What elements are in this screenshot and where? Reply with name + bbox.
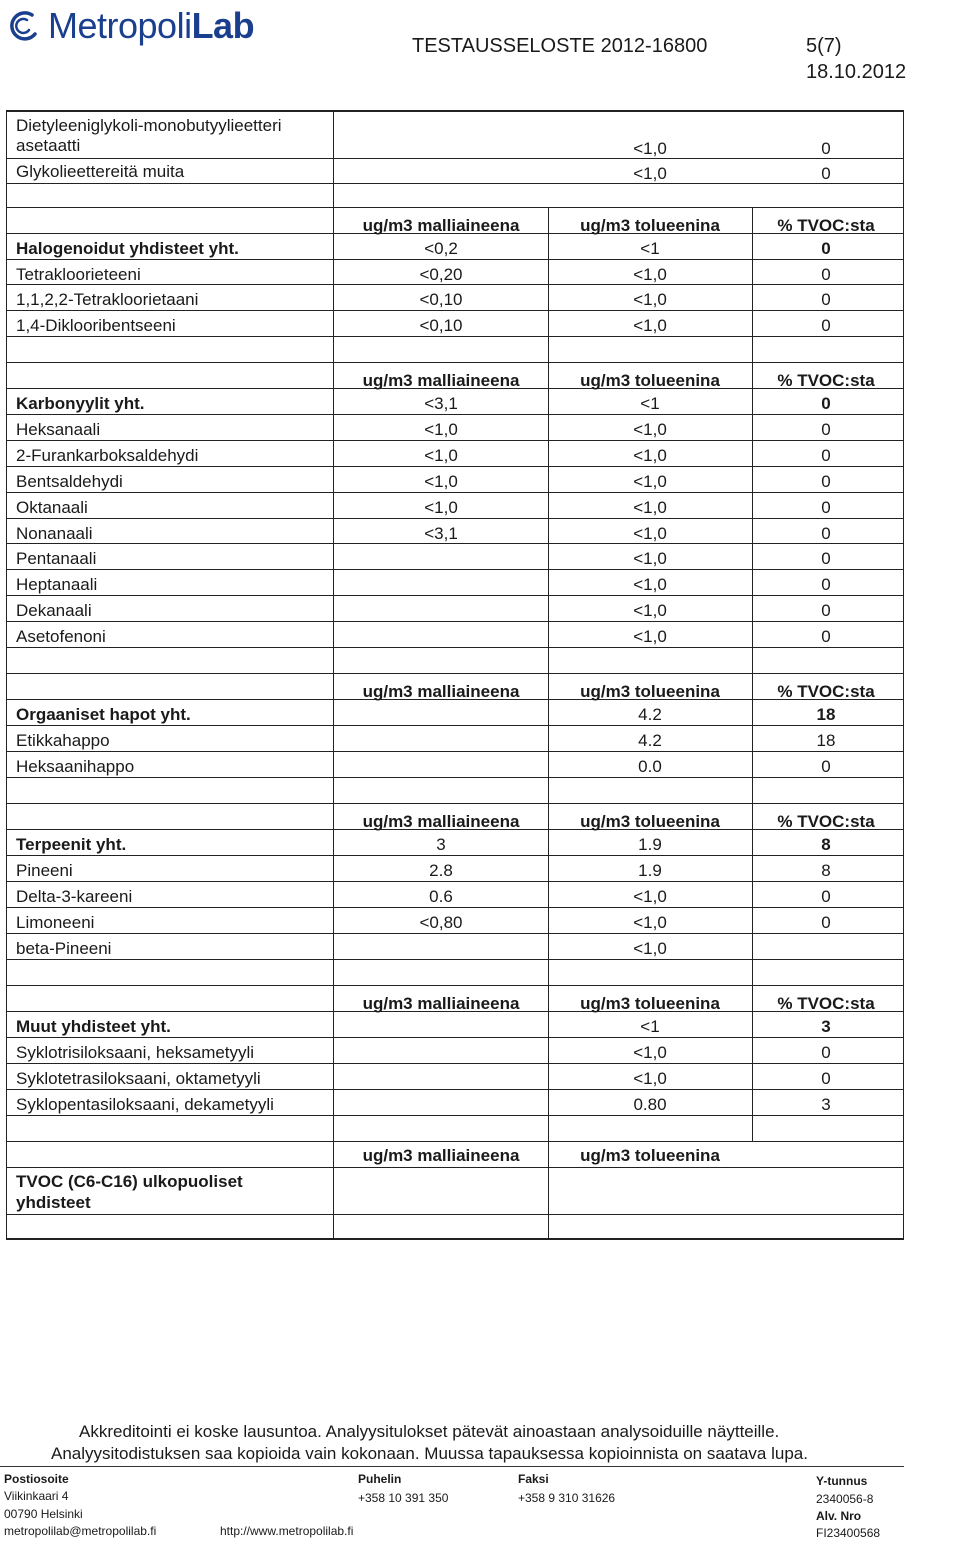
row-value-percent: 0 [821,498,831,517]
logo-text-plain: Metropoli [48,5,192,46]
email-link[interactable]: metropolilab@metropolilab.fi [4,1524,157,1538]
row-value-toluene: <1,0 [633,265,667,284]
row-name: beta-Pineeni [16,939,112,958]
postal-label: Postiosoite [4,1472,69,1486]
row-value-percent: 0 [821,164,831,183]
row-value-percent: 0 [821,316,831,335]
page-number: 5(7) [806,35,842,57]
website-link[interactable]: http://www.metropolilab.fi [220,1524,354,1538]
row-name: Bentsaldehydi [16,472,123,491]
row-name: Pineeni [16,861,73,880]
row-value-percent: 0 [821,887,831,906]
total-value-toluene: 4.2 [638,705,662,724]
row-value-percent: 0 [821,1043,831,1062]
row-value-model: <1,0 [424,446,458,465]
section-total-name: Terpeenit yht. [16,835,127,854]
column-header-percent: % TVOC:sta [777,812,875,831]
row-value-toluene: <1,0 [633,164,667,183]
row-value-percent: 0 [821,446,831,465]
total-value-percent: 8 [821,835,831,854]
row-name: Etikkahappo [16,731,110,750]
footer-divider [0,1466,904,1467]
total-value-percent: 18 [816,705,836,724]
row-name: Dietyleeniglykoli-monobutyylieetteri [16,116,282,135]
section-total-name: Orgaaniset hapot yht. [16,705,191,724]
column-header-model: ug/m3 malliaineena [362,682,520,701]
total-value-toluene: <1 [640,1017,660,1036]
row-value-toluene: <1,0 [633,627,667,646]
row-value-toluene: <1,0 [633,290,667,309]
column-header-model: ug/m3 malliaineena [362,994,520,1013]
row-value-percent: 0 [821,472,831,491]
row-value-percent: 0 [821,757,831,776]
row-name: Asetofenoni [16,627,106,646]
fax-number: +358 9 310 31626 [518,1491,616,1505]
row-value-toluene: <1,0 [633,472,667,491]
total-value-model: <3,1 [424,394,458,413]
row-value-percent: 0 [821,627,831,646]
row-value-model: <0,20 [419,265,463,284]
row-value-toluene: <1,0 [633,939,667,958]
logo-text-bold: Lab [191,5,255,46]
row-name: Nonanaali [16,524,93,543]
row-value-model: 2.8 [429,861,453,880]
row-name: Syklotetrasiloksaani, oktametyyli [16,1069,261,1088]
row-value-toluene: <1,0 [633,316,667,335]
total-value-percent: 3 [821,1017,831,1036]
row-value-toluene: <1,0 [633,575,667,594]
row-value-toluene: <1,0 [633,913,667,932]
row-value-model: 0.6 [429,887,453,906]
column-header-toluene: ug/m3 tolueenina [580,812,720,831]
row-value-model: <0,80 [419,913,463,932]
alv-label: Alv. Nro [816,1509,862,1523]
row-value-toluene: 4.2 [638,731,662,750]
total-value-toluene: <1 [640,394,660,413]
column-header-percent: % TVOC:sta [777,216,875,235]
ytunnus-value: 2340056-8 [816,1492,874,1506]
row-value-toluene: <1,0 [633,524,667,543]
phone-label: Puhelin [358,1472,402,1486]
column-header-toluene: ug/m3 tolueenina [580,371,720,390]
row-name-continued: asetaatti [16,136,81,155]
row-name: Glykolieettereitä muita [16,162,185,181]
row-value-percent: 0 [821,575,831,594]
row-name: Tetrakloorieteeni [16,265,141,284]
row-name: Syklopentasiloksaani, dekametyyli [16,1095,274,1114]
row-name: Heptanaali [16,575,98,594]
row-value-percent: 8 [821,861,831,880]
ytunnus-label: Y-tunnus [816,1474,868,1488]
row-value-toluene: <1,0 [633,1043,667,1062]
row-name: 1,4-Diklooribentseeni [16,316,176,335]
row-value-model: <1,0 [424,472,458,491]
row-name: Delta-3-kareeni [16,887,133,906]
row-value-percent: 0 [821,524,831,543]
total-value-toluene: <1 [640,239,660,258]
row-name: Limoneeni [16,913,95,932]
row-value-toluene: <1,0 [633,420,667,439]
total-value-model: 3 [436,835,446,854]
section-total-name: Muut yhdisteet yht. [16,1017,171,1036]
alv-value: FI23400568 [816,1526,881,1540]
row-name: Heksaanihappo [16,757,135,776]
row-name: Pentanaali [16,549,97,568]
row-value-model: <0,10 [419,316,463,335]
column-header-toluene: ug/m3 tolueenina [580,1146,720,1165]
row-value-percent: 0 [821,139,831,158]
row-name: Dekanaali [16,601,92,620]
row-name: Syklotrisiloksaani, heksametyyli [16,1043,255,1062]
section-total-name: Karbonyylit yht. [16,394,145,413]
row-value-toluene: 1.9 [638,861,662,880]
report-title: TESTAUSSELOSTE 2012-16800 [412,35,708,57]
row-name: Heksanaali [16,420,101,439]
row-value-toluene: <1,0 [633,139,667,158]
tvoc-name-continued: yhdisteet [16,1193,91,1212]
row-value-model: <1,0 [424,420,458,439]
row-value-percent: 0 [821,549,831,568]
accreditation-note: Akkreditointi ei koske lausuntoa. Analyysitulokset pätevät ainoastaan analysoiduille näytteille. [79,1422,780,1441]
phone-number: +358 10 391 350 [358,1491,449,1505]
postal-street: Viikinkaari 4 [4,1489,69,1503]
row-name: Oktanaali [16,498,88,517]
column-header-percent: % TVOC:sta [777,682,875,701]
row-value-model: <0,10 [419,290,463,309]
row-value-model: <3,1 [424,524,458,543]
row-value-percent: 0 [821,601,831,620]
row-name: 1,1,2,2-Tetrakloorietaani [16,290,199,309]
row-value-percent: 0 [821,290,831,309]
total-value-percent: 0 [821,239,831,258]
row-value-percent: 18 [816,731,836,750]
row-value-toluene: <1,0 [633,549,667,568]
row-value-percent: 0 [821,420,831,439]
column-header-toluene: ug/m3 tolueenina [580,682,720,701]
column-header-percent: % TVOC:sta [777,371,875,390]
row-value-toluene: 0.0 [638,757,662,776]
total-value-percent: 0 [821,394,831,413]
row-value-percent: 0 [821,265,831,284]
row-value-percent: 0 [821,1069,831,1088]
fax-label: Faksi [518,1472,549,1486]
copy-note: Analyysitodistuksen saa kopioida vain kokonaan. Muussa tapauksessa kopioinnista on saatava lupa. [51,1444,808,1463]
row-value-toluene: <1,0 [633,1069,667,1088]
row-value-percent: 0 [821,913,831,932]
column-header-percent: % TVOC:sta [777,994,875,1013]
row-value-toluene: <1,0 [633,601,667,620]
total-value-model: <0,2 [424,239,458,258]
postal-city: 00790 Helsinki [4,1507,83,1521]
row-value-toluene: <1,0 [633,498,667,517]
column-header-model: ug/m3 malliaineena [362,371,520,390]
row-name: 2-Furankarboksaldehydi [16,446,199,465]
column-header-toluene: ug/m3 tolueenina [580,994,720,1013]
section-total-name: Halogenoidut yhdisteet yht. [16,239,239,258]
report-date: 18.10.2012 [806,61,907,83]
row-value-toluene: 0.80 [633,1095,667,1114]
row-value-toluene: <1,0 [633,446,667,465]
column-header-model: ug/m3 malliaineena [362,1146,520,1165]
row-value-percent: 3 [821,1095,831,1114]
column-header-toluene: ug/m3 tolueenina [580,216,720,235]
total-value-toluene: 1.9 [638,835,662,854]
column-header-model: ug/m3 malliaineena [362,812,520,831]
tvoc-name: TVOC (C6-C16) ulkopuoliset [16,1172,243,1191]
row-value-model: <1,0 [424,498,458,517]
row-value-toluene: <1,0 [633,887,667,906]
column-header-model: ug/m3 malliaineena [362,216,520,235]
